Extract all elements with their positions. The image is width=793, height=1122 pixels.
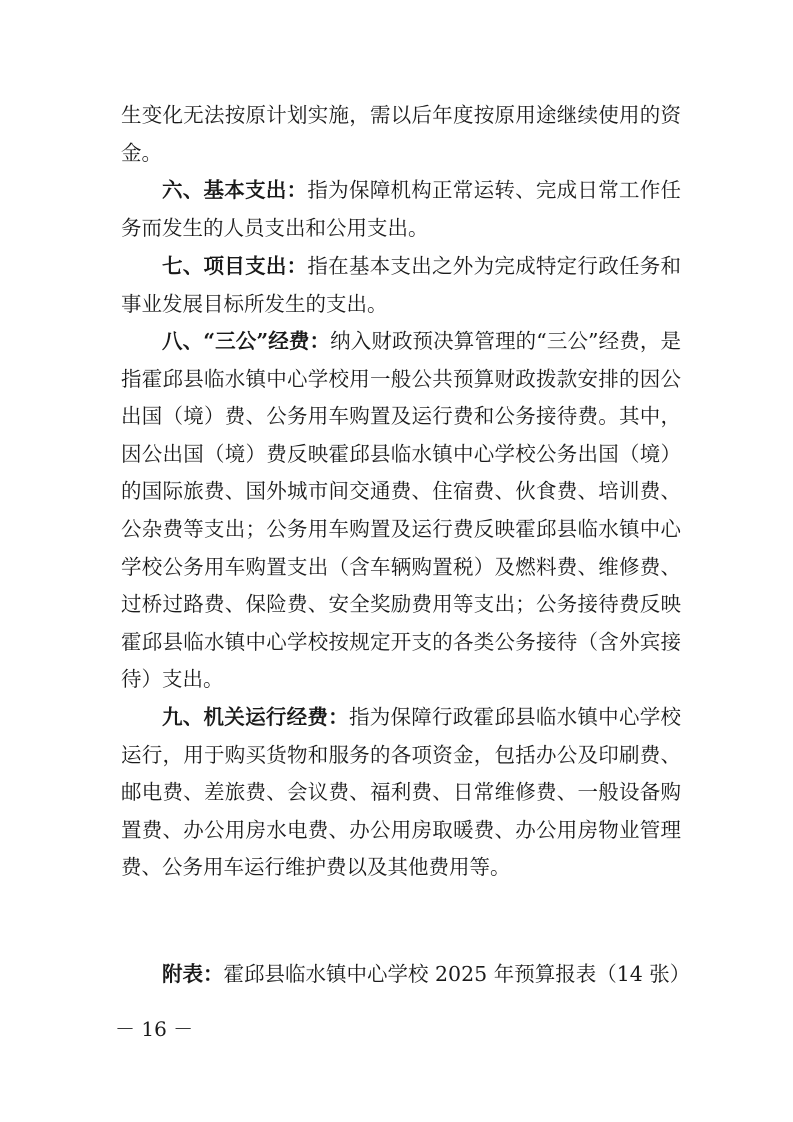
term-basic-expenditure: 六、基本支出： [162,178,308,202]
term-project-expenditure: 七、项目支出： [162,254,308,278]
paragraph-office-operating-expenses [121,699,681,887]
paragraph-text: 生变化无法按原计划实施，需以后年度按原用途继续使用的资金。 [121,103,681,165]
paragraph-project-expenditure [121,248,681,323]
appendix-label: 附表： [162,962,224,986]
paragraph-continuation [121,97,681,172]
term-office-operating-expenses: 九、机关运行经费： [162,705,349,729]
paragraph-text: 指为保障机构正常运转、完成日常工作任务而发生的人员支出和公用支出。 [121,178,682,240]
paragraph-text: 指为保障行政霍邱县临水镇中心学校运行，用于购买货物和服务的各项资金，包括办公及印刷费、邮电费、差旅费、会议费、福利费、日常维修费、一般设备购置费、办公用房水电费、办公用房取暖费、办公用房物业管理费、公务用车运行维护费以及其他费用等。 [121,705,681,880]
paragraph-basic-expenditure [121,172,681,247]
appendix-text: 霍邱县临水镇中心学校 2025 年预算报表（14 张） [223,962,691,986]
paragraph-text: 指在基本支出之外为完成特定行政任务和事业发展目标所发生的支出。 [121,254,682,316]
appendix-note [162,956,722,994]
page-number: － 16 － [115,1017,194,1041]
paragraph-text: 纳入财政预决算管理的“三公”经费，是指霍邱县临水镇中心学校用一般公共预算财政拨款安排的因公出国（境）费、公务用车购置及运行费和公务接待费。其中，因公出国（境）费反映霍邱县临水镇中心学校公务出国（境）的国际旅费、国外城市间交通费、住宿费、伙食费、培训费、公杂费等支出；公务用车购置及运行费反映霍邱县临水镇中心学校公务用车购置支出（含车辆购置税）及燃料费、维修费、过桥过路费、保险费、安全奖励费用等支出；公务接待费反映霍邱县临水镇中心学校按规定开支的各类公务接待（含外宾接待）支出。 [121,329,681,692]
paragraph-three-public-expenses [121,323,681,699]
term-three-public-expenses: 八、“三公”经费： [162,329,331,353]
